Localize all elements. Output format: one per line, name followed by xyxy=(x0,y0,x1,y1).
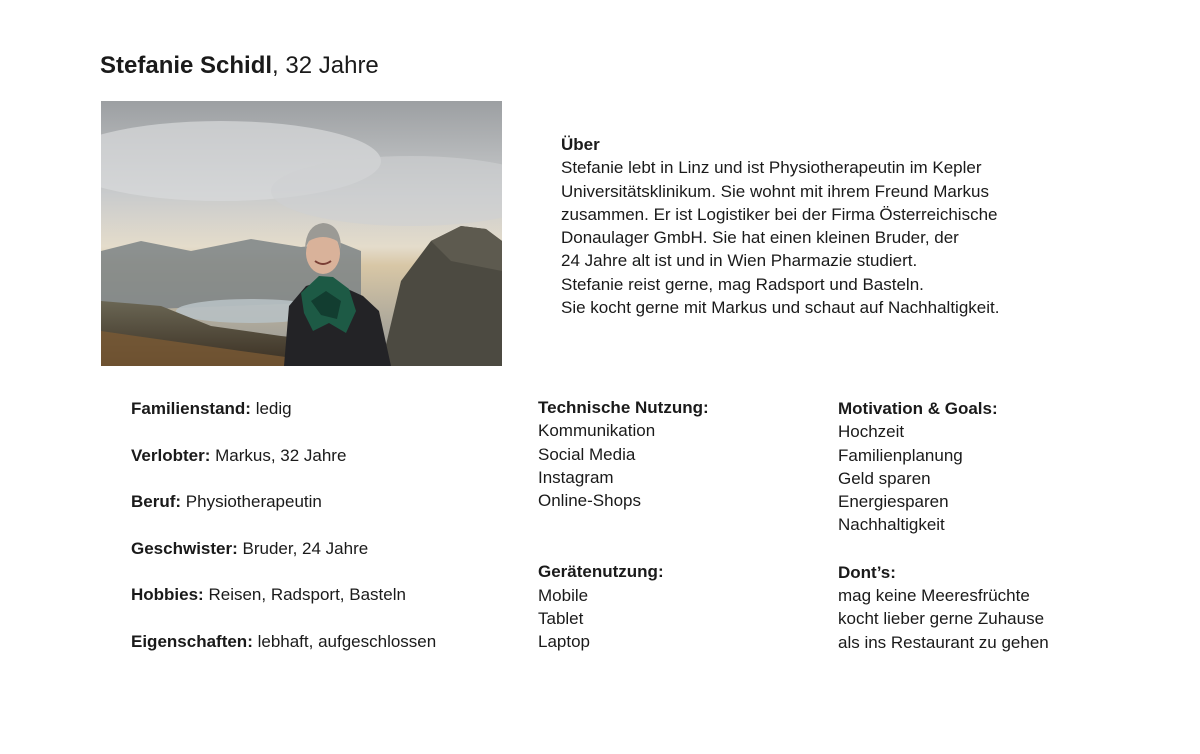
list-item: Kommunikation xyxy=(538,421,656,441)
fact-fiance xyxy=(131,444,521,468)
persona-title xyxy=(100,50,379,82)
list-item: Energiesparen xyxy=(838,492,949,512)
persona-age: , 32 Jahre xyxy=(272,52,379,79)
tech-usage-column xyxy=(538,396,808,654)
fact-label: Hobbies: xyxy=(131,585,204,604)
list-item: Instagram xyxy=(538,467,614,487)
list-item: Social Media xyxy=(538,444,636,464)
donts-heading: Dont’s: xyxy=(838,562,896,582)
fact-label: Beruf: xyxy=(131,492,182,511)
fact-siblings xyxy=(131,537,521,561)
list-item: Tablet xyxy=(538,609,584,629)
fact-marital-status xyxy=(131,397,521,421)
about-line: 24 Jahre alt ist und in Wien Pharmazie studiert. xyxy=(561,251,918,271)
about-line: Stefanie lebt in Linz und ist Physiotherapeutin im Kepler xyxy=(561,158,982,178)
fact-hobbies xyxy=(131,583,521,607)
list-item: als ins Restaurant zu gehen xyxy=(838,632,1049,652)
about-line: Stefanie reist gerne, mag Radsport und Basteln. xyxy=(561,274,924,294)
list-item: Familienplanung xyxy=(838,445,963,465)
list-item: kocht lieber gerne Zuhause xyxy=(838,609,1045,629)
list-item: Mobile xyxy=(538,585,589,605)
fact-value: lebhaft, aufgeschlossen xyxy=(252,631,437,651)
about-line: Donaulager GmbH. Sie hat einen kleinen Bruder, der xyxy=(561,228,959,248)
fact-value: Physiotherapeutin xyxy=(181,492,322,511)
list-item: Geld sparen xyxy=(838,468,931,488)
fact-occupation xyxy=(131,490,521,514)
about-line: Universitätsklinikum. Sie wohnt mit ihrem Freund Markus xyxy=(561,181,989,201)
fact-value: ledig xyxy=(250,399,292,418)
list-item: mag keine Meeresfrüchte xyxy=(838,586,1030,606)
about-section xyxy=(561,133,1121,319)
fact-traits xyxy=(131,630,521,654)
fact-value: Bruder, 24 Jahre xyxy=(237,538,369,558)
persona-name: Stefanie Schidl xyxy=(100,52,273,79)
list-item: Laptop xyxy=(538,632,590,652)
fact-label: Verlobter: xyxy=(131,445,211,465)
devices-heading: Gerätenutzung: xyxy=(538,562,664,582)
about-line: zusammen. Er ist Logistiker bei der Firma Österreichische xyxy=(561,204,998,224)
fact-value: Markus, 32 Jahre xyxy=(210,445,347,465)
list-item: Online-Shops xyxy=(538,491,642,511)
fact-label: Geschwister: xyxy=(131,538,238,558)
motivation-column xyxy=(838,397,1168,654)
about-heading: Über xyxy=(561,135,600,154)
motivation-heading: Motivation & Goals: xyxy=(838,399,998,418)
facts-list xyxy=(131,397,521,676)
fact-label: Familienstand: xyxy=(131,399,251,418)
persona-photo xyxy=(101,101,502,366)
tech-usage-heading: Technische Nutzung: xyxy=(538,398,709,417)
list-item: Nachhaltigkeit xyxy=(838,515,945,535)
about-line: Sie kocht gerne mit Markus und schaut auf Nachhaltigkeit. xyxy=(561,298,1000,318)
persona-photo-illustration xyxy=(101,101,502,366)
list-item: Hochzeit xyxy=(838,422,905,442)
fact-value: Reisen, Radsport, Basteln xyxy=(203,585,406,604)
fact-label: Eigenschaften: xyxy=(131,631,253,651)
